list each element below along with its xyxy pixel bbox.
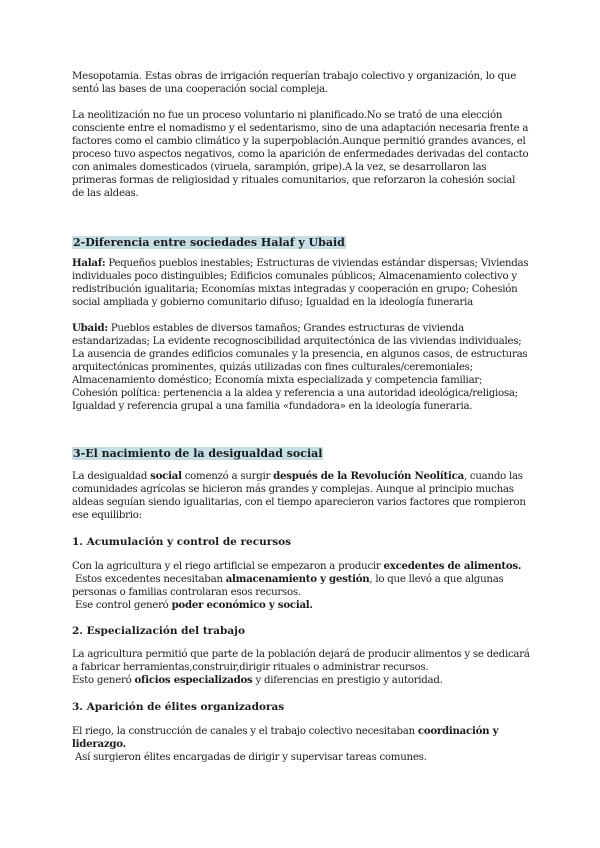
subsection-2-body: La agricultura permitió que parte de la población dejará de producir alimentos y se dedicará a fabricar herramientas,construir,dirigir rituales o administrar recursos. Esto generó oficios especializados y diferencias en prestigio y autoridad. [72, 649, 530, 686]
section-3-heading: 3-El nacimiento de la desigualdad social [73, 447, 323, 460]
section-2-heading: 2-Diferencia entre sociedades Halaf y Ubaid [73, 236, 345, 249]
ubaid-label: Ubaid: [72, 322, 108, 334]
ubaid-text: Pueblos estables de diversos tamaños; Grandes estructuras de vivienda estandarizadas; La evidente recognoscibilidad arquitectónica de las viviendas individuales; La ausencia de grandes edificios comunales y la presencia, en algunos casos, de estructuras arquitectónicas prominentes, quizás utilizadas con fines culturales/ceremoniales; Almacenamiento doméstico; Economía mixta especializada y competencia familiar; Cohesión política: pertenencia a la aldea y referencia a una autoridad ideológica/religiosa; Igualdad y referencia grupal a una familia «fundadora» en la ideología funeraria. [72, 323, 528, 412]
halaf-label: Halaf: [72, 257, 106, 269]
subheading-3: 3. Aparición de élites organizadoras [72, 701, 285, 713]
subheading-1: 1. Acumulación y control de recursos [72, 536, 292, 548]
subsection-1-body: Con la agricultura y el riego artificial se empezaron a producir excedentes de alimentos. Estos excedentes necesitaban almacenamiento y gestión, lo que llevó a que algunas personas o familias controlaran esos recursos. Ese control generó poder económico y social. [72, 560, 522, 611]
halaf-text: Pequeños pueblos inestables; Estructuras de viviendas estándar dispersas; Viviendas individuales poco distinguibles; Edificios comunales públicos; Almacenamiento colectivo y redistribución igualitaria; Economías mixtas integradas y cooperación en grupo; Cohesión social ampliada y gobierno comunitario difuso; Igualdad en la ideología funeraria [72, 258, 529, 308]
intro-paragraph-1: Mesopotamia. Estas obras de irrigación requerían trabajo colectivo y organización, lo que sentó las bases de una cooperación social compleja. [72, 71, 516, 95]
intro-paragraph-2: La neolitización no fue un proceso voluntario ni planificado.No se trató de una elección consciente entre el nomadismo y el sedentarismo, sino de una adaptación necesaria frente a factores como el cambio climático y la superpoblación.Aunque permitió grandes avances, el proceso tuvo aspectos negativos, como la aparición de enfermedades derivadas del contacto con animales domesticados (viruela, sarampión, gripe).A la vez, se desarrollaron las primeras formas de religiosidad y rituales comunitarios, que reforzaron la cohesión social de las aldeas. [72, 110, 529, 199]
subsection-3-body: El riego, la construcción de canales y el trabajo colectivo necesitaban coordinación y liderazgo. Así surgieron élites encargadas de dirigir y supervisar tareas comunes. [72, 725, 499, 763]
subheading-2: 2. Especialización del trabajo [72, 625, 245, 637]
halaf-paragraph [72, 257, 530, 309]
section-3-intro: La desigualdad social comenzó a surgir después de la Revolución Neolítica, cuando las comunidades agrícolas se hicieron más grandes y complejas. Aunque al principio muchas aldeas seguían siendo igualitarias, con el tiempo aparecieron varios factores que rompieron ese equilibrio: [72, 470, 526, 521]
ubaid-paragraph [72, 322, 530, 413]
